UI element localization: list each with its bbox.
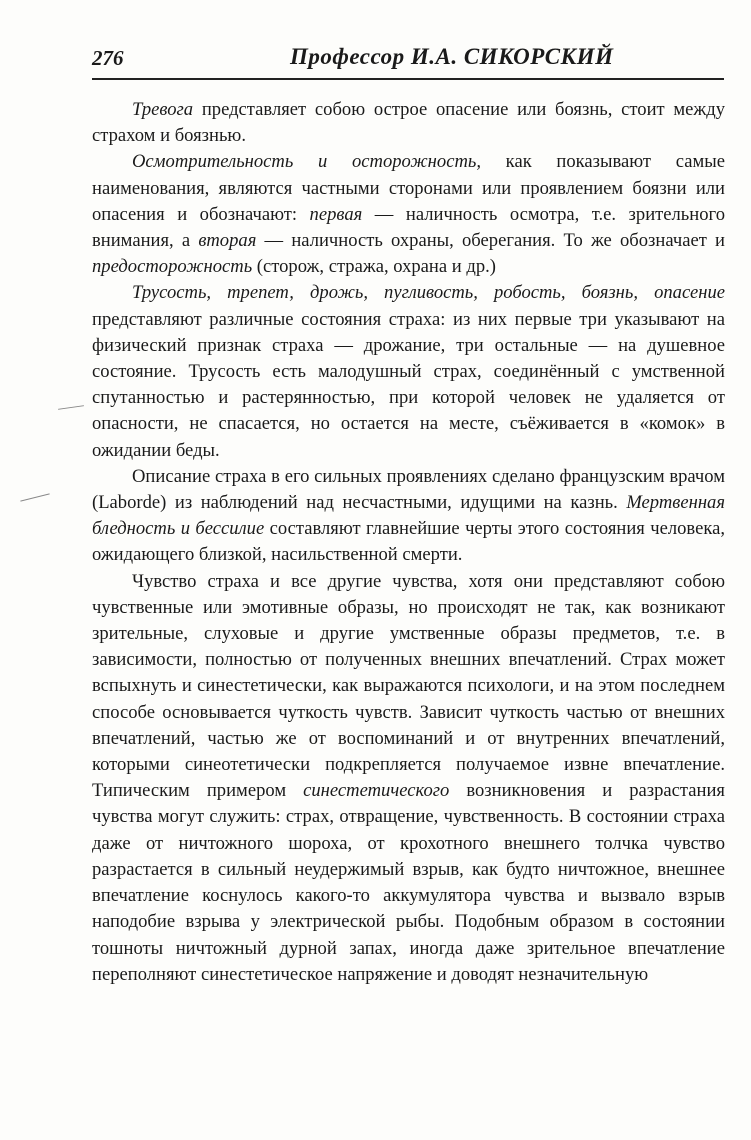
paragraph-text: (сторож, стража, охрана и др.) — [252, 256, 496, 278]
paragraph-text: представляют различные состояния страха: из них первые три указывают на физический признак страха — дрожание, три остальные — на душевное состояние. Трусость есть малодушный страх, соединённый с умственной спутанностью и растерянностью, при которой человек не удаляется от опасности, не спасается, но остается на месте, съёживается в «комок» в ожидании беды. — [92, 308, 725, 461]
paragraph-text: — наличность осмотра, т.е. зрительного внимания, а — [92, 203, 725, 252]
paragraph-anxiety — [92, 97, 725, 149]
running-title: Профессор И.А. СИКОРСКИЙ — [290, 44, 614, 69]
italic-term: синестетического — [303, 780, 450, 802]
paragraph-text: как показывают самые наименования, являются частными сторонами или проявлением боязни или опасения и обозначают: — [92, 151, 725, 225]
italic-term: Трусость, трепет, дрожь, пугливость, робость, боязнь, опасение — [132, 282, 725, 304]
paragraph-laborde — [92, 464, 725, 569]
italic-term: Тревога — [132, 99, 194, 120]
body-text — [92, 97, 725, 988]
italic-term: первая — [309, 203, 363, 225]
margin-pencil-mark — [58, 405, 84, 410]
paragraph-text: возникновения и разрастания чувства могут служить: страх, отвращение, чувственность. В состоянии страха даже от ничтожного шороха, от крохотного внешнего толчка чувство разрастается в сильный неудержимый взрыв, как будто ничтожное, внешнее впечатление коснулось какого-то аккумулятора чувства и вызвало взрыв наподобие взрыва у электрической рыбы. Подобным образом в состоянии тошноты ничтожный дурной запах, иногда даже зрительное впечатление переполняют синестетическое напряжение и доводят незначительную — [92, 780, 725, 985]
paragraph-text: Описание страха в его сильных проявлениях сделано французским врачом (Laborde) из наблюдений над несчастными, идущими на казнь. — [92, 465, 725, 514]
paragraph-text: составляют главнейшие черты этого состояния человека, ожидающего близкой, насильственной смерти. — [92, 518, 725, 566]
paragraph-caution — [92, 149, 725, 280]
paragraph-synesthetic — [92, 569, 725, 988]
margin-pencil-mark — [20, 493, 49, 501]
italic-term: вторая — [198, 230, 257, 252]
paragraph-cowardice — [92, 280, 725, 463]
page-header — [92, 38, 724, 80]
page-number: 276 — [92, 46, 124, 70]
italic-term: Мертвенная бледность и бессилие — [92, 492, 725, 540]
italic-term: Осмотрительность и осторожность, — [132, 151, 481, 173]
paragraph-text: представляет собою острое опасение или боязнь, стоит между страхом и боязнью. — [92, 99, 725, 147]
paragraph-text: — наличность охраны, оберегания. То же обозначает и — [256, 230, 725, 252]
italic-term: предосторожность — [92, 256, 253, 278]
paragraph-text: Чувство страха и все другие чувства, хотя они представляют собою чувственные или эмотивные образы, но происходят не так, как возникают зрительные, слуховые и другие умственные образы предметов, т.е. в зависимости, полностью от полученных внешних впечатлений. Страх может вспыхнуть и синестетически, как выражаются психологи, и на этом последнем способе основывается чуткость чувств. Зависит чуткость частью от внешних впечатлений, частью же от воспоминаний и от внутренних впечатлений, которыми синеотетически подкрепляется получаемое извне впечатление. Типическим примером — [92, 570, 725, 802]
